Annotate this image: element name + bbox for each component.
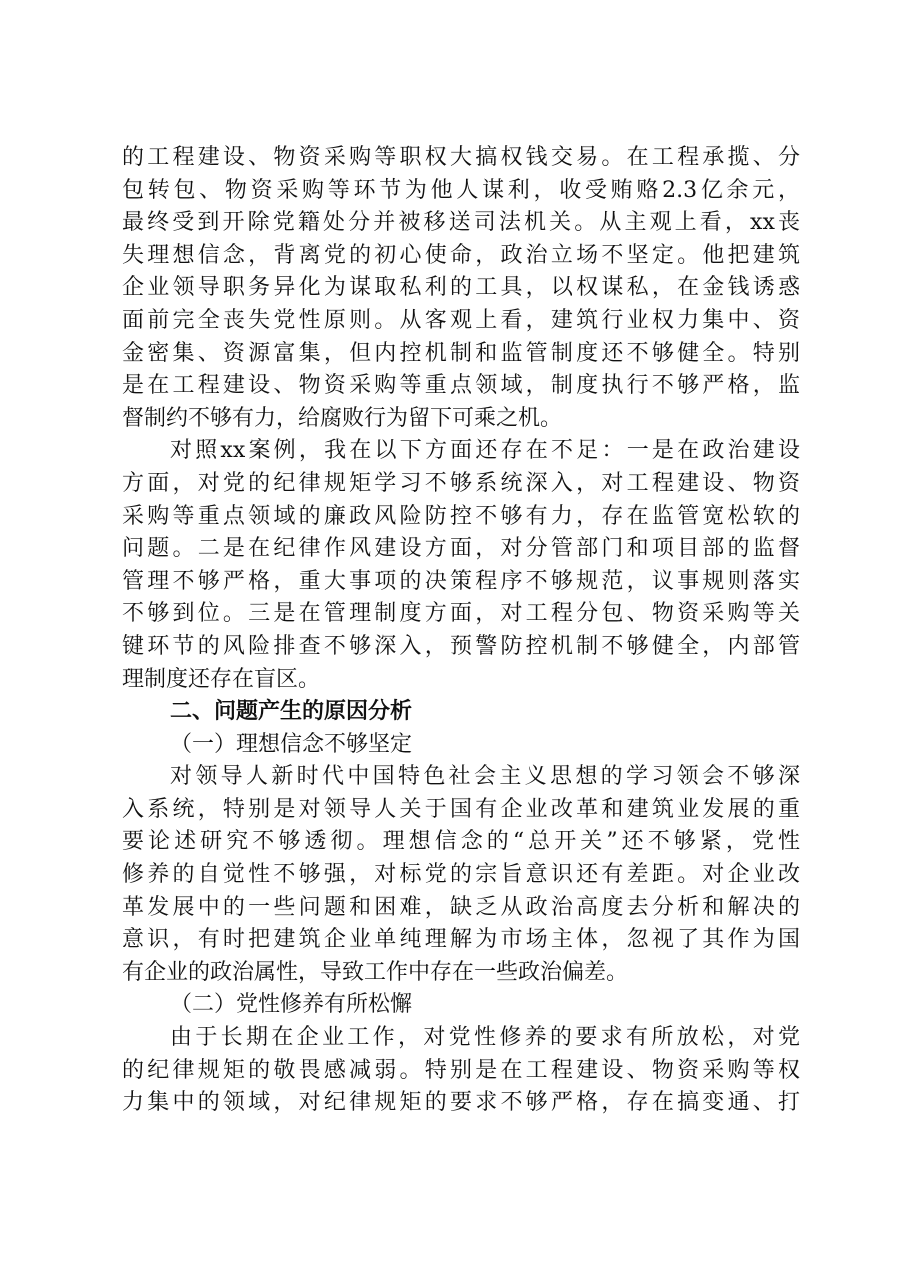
paragraph-shortcomings <box>122 435 800 696</box>
section-heading: 二、问题产生的原因分析 <box>170 699 413 725</box>
text-line: 是在工程建设、物资采购等重点领域，制度执行不够严格，监 <box>122 373 800 399</box>
text-line: 修养的自觉性不够强，对标党的宗旨意识还有差距。对企业改 <box>122 862 800 888</box>
text-line: 对领导人新时代中国特色社会主义思想的学习领会不够深 <box>170 764 800 790</box>
text-line: 采购等重点领域的廉政风险防控不够有力，存在监管宽松软的 <box>122 503 800 529</box>
text-line: 由于长期在企业工作，对党性修养的要求有所放松，对党 <box>170 1025 800 1051</box>
text-line: 理制度还存在盲区。 <box>122 666 321 692</box>
text-line: 金密集、资源富集，但内控机制和监管制度还不够健全。特别 <box>122 340 800 366</box>
text-line: 入系统，特别是对领导人关于国有企业改革和建筑业发展的重 <box>122 796 800 822</box>
text-line: 的工程建设、物资采购等职权大搞权钱交易。在工程承揽、分 <box>122 145 800 170</box>
text-line: 最终受到开除党籍处分并被移送司法机关。从主观上看，xx丧 <box>122 210 800 236</box>
text-line: 问题。二是在纪律作风建设方面，对分管部门和项目部的监督 <box>122 536 800 562</box>
subheading-ideals: （一）理想信念不够坚定 <box>170 731 413 757</box>
paragraph-case-description <box>122 142 800 435</box>
text-line: 对照xx案例，我在以下方面还存在不足：一是在政治建设 <box>170 438 800 464</box>
text-line: 力集中的领域，对纪律规矩的要求不够严格，存在搞变通、打 <box>122 1090 800 1116</box>
text-line: 包转包、物资采购等环节为他人谋利，收受贿赂2.3亿余元， <box>122 177 800 203</box>
text-line: 要论述研究不够透彻。理想信念的“总开关”还不够紧，党性 <box>122 829 800 855</box>
paragraph-party-spirit <box>122 1022 800 1120</box>
text-line: 革发展中的一些问题和困难，缺乏从政治高度去分析和解决的 <box>122 894 800 920</box>
text-line: 面前完全丧失党性原则。从客观上看，建筑行业权力集中、资 <box>122 307 800 333</box>
text-line: 失理想信念，背离党的初心使命，政治立场不坚定。他把建筑 <box>122 242 800 268</box>
text-line: 企业领导职务异化为谋取私利的工具，以权谋私，在金钱诱惑 <box>122 275 800 301</box>
text-line: 键环节的风险排查不够深入，预警防控机制不够健全，内部管 <box>122 633 800 659</box>
text-line: 不够到位。三是在管理制度方面，对工程分包、物资采购等关 <box>122 601 800 627</box>
text-line: 方面，对党的纪律规矩学习不够系统深入，对工程建设、物资 <box>122 470 800 496</box>
text-line: 管理不够严格，重大事项的决策程序不够规范，议事规则落实 <box>122 568 800 594</box>
paragraph-ideals <box>122 761 800 989</box>
text-line: 有企业的政治属性，导致工作中存在一些政治偏差。 <box>122 959 629 985</box>
document-page <box>122 142 800 1120</box>
text-line: 督制约不够有力，给腐败行为留下可乘之机。 <box>122 405 563 431</box>
text-line: 的纪律规矩的敬畏感减弱。特别是在工程建设、物资采购等权 <box>122 1057 800 1083</box>
subheading-party-spirit: （二）党性修养有所松懈 <box>170 992 413 1018</box>
text-line: 意识，有时把建筑企业单纯理解为市场主体，忽视了其作为国 <box>122 927 800 953</box>
